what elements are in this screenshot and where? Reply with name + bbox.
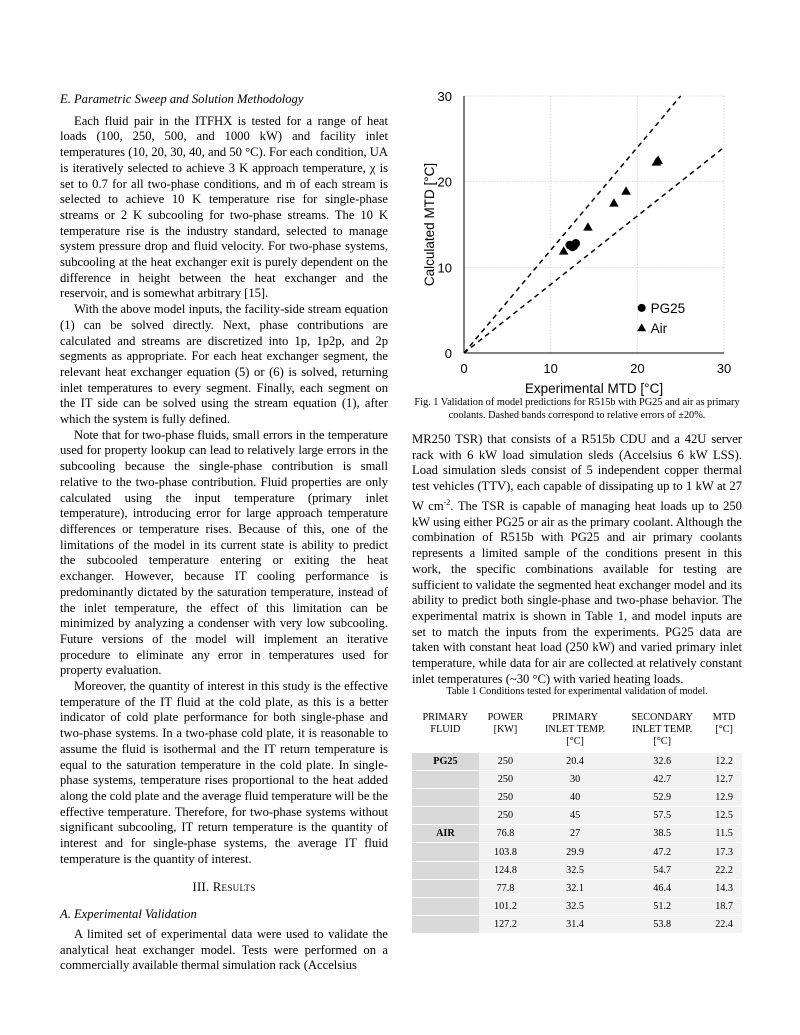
- table-cell: [412, 897, 479, 915]
- table-cell: 47.2: [618, 843, 706, 861]
- table-cell: 32.5: [532, 897, 618, 915]
- legend-marker-triangle: [637, 323, 646, 331]
- table-cell: [412, 807, 479, 825]
- table-header-cell: PRIMARY FLUID: [422, 712, 469, 735]
- table-cell: 30: [532, 771, 618, 789]
- table-row: [412, 843, 742, 861]
- y-tick-label: 10: [437, 260, 452, 276]
- table-cell: 101.2: [479, 897, 532, 915]
- section-heading-results: III. Results: [192, 880, 256, 895]
- table-cell: 22.2: [706, 861, 742, 879]
- table-cell: 31.4: [532, 915, 618, 933]
- paragraph: MR250 TSR) that consists of a R515b CDU and a 42U server rack with 6 kW load simulation sleds (Accelsius 6 kW LSS). Load simulation sleds consist of 5 independent copper thermal test vehicles (TTV), each capable of dissipating up to 1 kW at 27 W $cm^{-2}$. The TSR is capable of managing heat loads up to 250 kW using either PG25 or air as the primary coolant. Although the combination of R515b with PG25 and air primary coolants represents a limited sample of the conditions present in this work, the specific combinations available for testing are sufficient to validate the segmented heat exchanger model and its ability to predict both single-phase and two-phase behavior. The experimental matrix is shown in Table 1, and model inputs are set to match the inputs from the experiments. PG25 data are taken with constant heat load (250 kW) and varied primary inlet temperature, while data for air are collected at relatively constant inlet temperatures (~30 °C) with varied heating loads.: [412, 432, 742, 686]
- table-cell: 12.7: [706, 771, 742, 789]
- paragraph: Moreover, the quantity of interest in this study is the effective temperature of the IT fluid at the cold plate, as this is a better indicator of cold plate performance for both single-phase and two-phase systems. In a two-phase cold plate, it is reasonable to assume the fluid is isothermal and the IT return temperature is equal to the saturation temperature in the cold plate. In single-phase systems, temperature rises proportional to the heat added along the cold plate and the average fluid temperature will be the effective temperature. Therefore, for two-phase systems without significant subcooling, IT return temperature is the quantity of interest and for single-phase systems, the average IT fluid temperature is the quantity of interest.: [60, 679, 388, 866]
- table-cell: 14.3: [706, 879, 742, 897]
- legend-label: Air: [650, 320, 668, 336]
- legend-marker-circle: [638, 304, 646, 312]
- table-cell: 32.1: [532, 879, 618, 897]
- chart-svg: [412, 82, 742, 397]
- table-cell: [412, 843, 479, 861]
- table-cell: [412, 915, 479, 933]
- table-row: [412, 897, 742, 915]
- table-cell: 250: [479, 771, 532, 789]
- section-heading-parametric: E. Parametric Sweep and Solution Methodology: [60, 92, 304, 106]
- table-cell: 27: [532, 825, 618, 843]
- table-cell: 11.5: [706, 825, 742, 843]
- table-cell: 32.5: [532, 861, 618, 879]
- table-row: [412, 825, 742, 843]
- paragraph: With the above model inputs, the facility-side stream equation (1) can be solved directly. Next, phase contributions are calculated and streams are discretized into 1p, 1p2p, and 2p segments as appropriate. For each heat exchanger segment, the relevant heat exchanger equation (5) or (6) is solved, returning inlet temperatures to every segment. Finally, each segment on the IT side can be solved using the stream equation (1), after which the system is fully defined.: [60, 302, 388, 427]
- table-row: [412, 879, 742, 897]
- data-point-air: [653, 155, 663, 163]
- table-caption: Table 1 Conditions tested for experimental validation of model.: [446, 686, 708, 697]
- y-tick-label: 30: [437, 89, 452, 104]
- table-cell: 22.4: [706, 915, 742, 933]
- data-point-air: [583, 222, 593, 230]
- error-band-line: [464, 147, 724, 353]
- table-row: [412, 771, 742, 789]
- table-cell: 250: [479, 753, 532, 771]
- table-cell: 12.2: [706, 753, 742, 771]
- table-cell: 51.2: [618, 897, 706, 915]
- conditions-table: [412, 710, 742, 933]
- table-cell: 77.8: [479, 879, 532, 897]
- x-tick-label: 10: [543, 361, 558, 376]
- table-cell: 46.4: [618, 879, 706, 897]
- table-cell: [412, 861, 479, 879]
- table-cell: 53.8: [618, 915, 706, 933]
- table-cell: [412, 879, 479, 897]
- table-body: [412, 753, 742, 933]
- table-cell: 38.5: [618, 825, 706, 843]
- table-cell: 40: [532, 789, 618, 807]
- data-point-air: [609, 198, 619, 206]
- table-cell: 20.4: [532, 753, 618, 771]
- paragraph: A limited set of experimental data were used to validate the analytical heat exchanger model. Tests were performed on a commercially available thermal simulation rack (Accelsius: [60, 926, 388, 973]
- table-cell: 76.8: [479, 825, 532, 843]
- table-cell: 250: [479, 807, 532, 825]
- y-axis-label: Calculated MTD [°C]: [422, 162, 437, 287]
- table-cell: 12.9: [706, 789, 742, 807]
- table-cell: 103.8: [479, 843, 532, 861]
- table-cell: 32.6: [618, 753, 706, 771]
- x-tick-label: 20: [630, 361, 645, 376]
- table-row: [412, 861, 742, 879]
- table-header-cell: PRIMARY INLET TEMP. [°C]: [544, 712, 606, 747]
- table-cell: 124.8: [479, 861, 532, 879]
- table-cell: 250: [479, 789, 532, 807]
- table-cell: 12.5: [706, 807, 742, 825]
- table-cell: 45: [532, 807, 618, 825]
- table-cell: 127.2: [479, 915, 532, 933]
- validation-chart: [412, 82, 742, 397]
- table-row: [412, 915, 742, 933]
- table-row: [412, 807, 742, 825]
- table-cell: [412, 789, 479, 807]
- table-row: [412, 789, 742, 807]
- section-heading-validation: A. Experimental Validation: [60, 907, 197, 922]
- x-axis-label: Experimental MTD [°C]: [524, 381, 664, 396]
- left-column: [60, 92, 388, 974]
- table-cell: 52.9: [618, 789, 706, 807]
- data-point-air: [621, 186, 631, 194]
- x-tick-label: 0: [460, 361, 468, 376]
- paragraph: Each fluid pair in the ITFHX is tested for a range of heat loads (100, 250, 500, and 1000 kW) and facility inlet temperatures (10, 20, 30, 40, and 50 °C). For each condition, UA is iteratively selected to achieve 3 K approach temperature, χ is set to 0.7 for all two-phase conditions, and ṁ of each stream is selected to achieve 10 K temperature rise for single-phase streams or 2 K subcooling for two-phase streams. The 10 K temperature rise is the industry standard, selected to manage system pressure drop and fluid velocity. For two-phase systems, subcooling at the heat exchanger exit is purely dependent on the difference in height between the heat exchanger and the reservoir, and is somewhat arbitrary [15].: [60, 113, 388, 301]
- y-tick-label: 20: [437, 174, 452, 190]
- data-point-pg25: [568, 242, 577, 251]
- table-header-row: [412, 710, 742, 753]
- table-cell: 17.3: [706, 843, 742, 861]
- figure-caption: Fig. 1 Validation of model predictions for R515b with PG25 and air as primary coolants. Dashed bands correspond to relative errors of ±20%.: [414, 397, 740, 421]
- table-cell: 29.9: [532, 843, 618, 861]
- table-cell: 42.7: [618, 771, 706, 789]
- x-tick-label: 30: [716, 361, 732, 376]
- table-cell: AIR: [412, 825, 479, 843]
- right-column: [412, 432, 742, 687]
- table-header-cell: MTD [°C]: [712, 712, 736, 735]
- legend-label: PG25: [650, 300, 686, 316]
- table-header-cell: SECONDARY INLET TEMP. [°C]: [631, 712, 694, 747]
- table-cell: PG25: [412, 753, 479, 771]
- y-tick-label: 0: [444, 346, 452, 361]
- table-header-cell: POWER [KW]: [487, 712, 524, 735]
- error-band-line: [464, 96, 681, 353]
- table-cell: 57.5: [618, 807, 706, 825]
- table-cell: [412, 771, 479, 789]
- paragraph: Note that for two-phase fluids, small errors in the temperature used for property lookup can lead to relatively large errors in the subcooling because the single-phase contribution is small relative to the two-phase contribution. Fluid properties are only calculated using the input temperature (primary inlet temperature), introducing error for large approach temperature differences or temperature rises. Because of this, one of the limitations of the model in its current state is ability to predict the subcooled temperature entering or exiting the heat exchanger. However, because IT cooling performance is predominantly dictated by the saturation temperature, instead of the inlet temperature, the effect of this limitation can be minimized by analyzing a condenser with very low subcooling. Future versions of the model will implement an iterative procedure to eliminate any error in temperatures used for property evaluation.: [60, 427, 388, 678]
- table-cell: 18.7: [706, 897, 742, 915]
- table-cell: 54.7: [618, 861, 706, 879]
- table-row: [412, 753, 742, 771]
